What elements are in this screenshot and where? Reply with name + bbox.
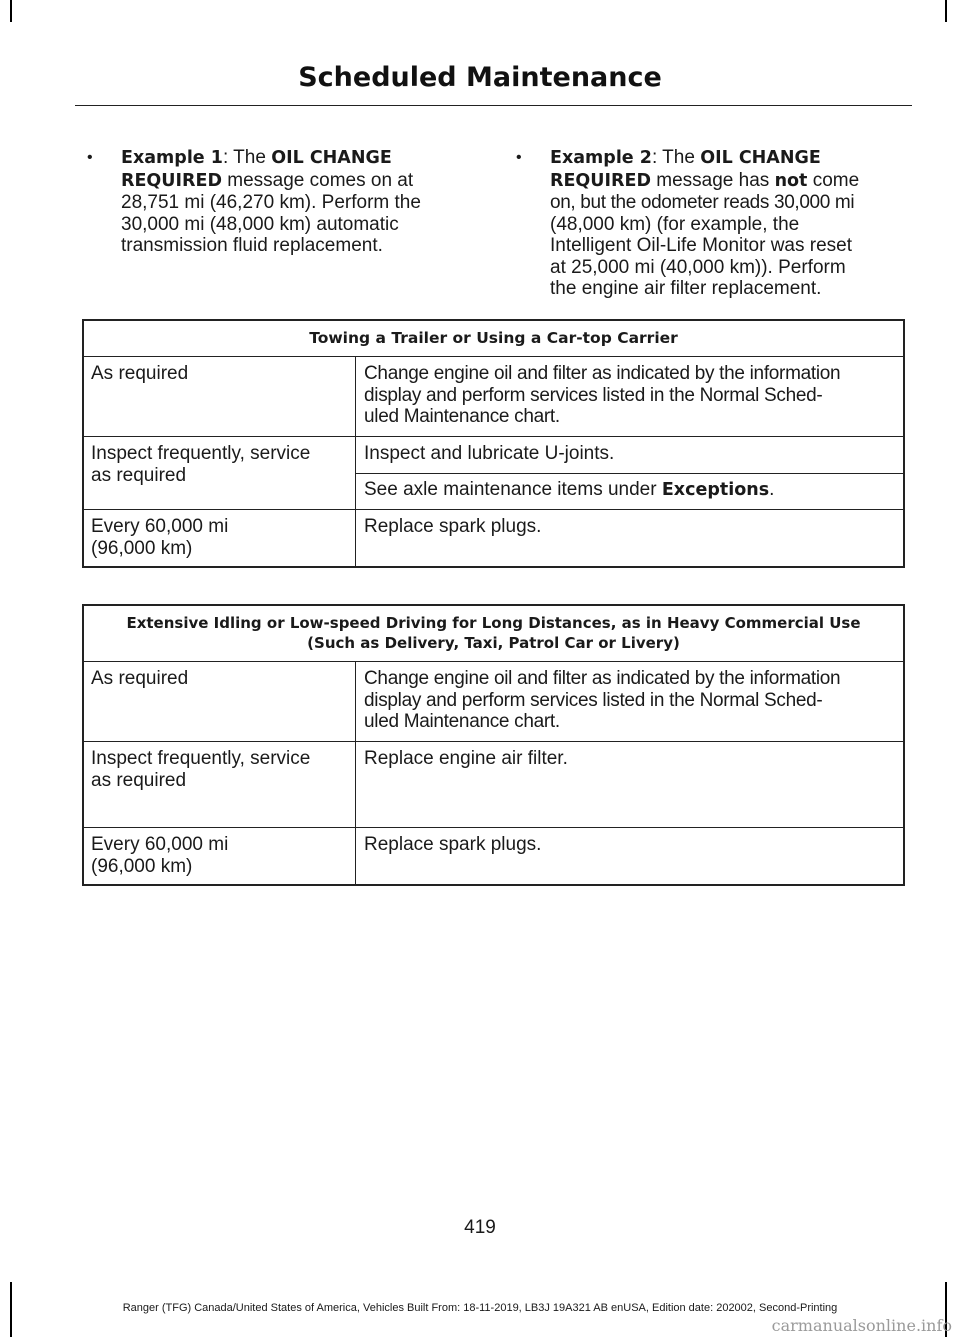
interval-line: Inspect frequently, service [91,748,311,769]
action-line: uled Maintenance chart. [364,406,560,427]
footer-text: Ranger (TFG) Canada/United States of America, Vehicles Built From: 18-11-2019, LB3J 19A321 AB enUSA, Edition date: 202002, Second-Printing [122,1302,838,1314]
example-2-line-6: at 25,000 mi (40,000 km)). Perform [550,256,846,278]
interval-line: (96,000 km) [91,855,193,877]
table-row [84,661,903,741]
table-row [84,436,903,509]
action-cell [356,662,903,741]
example-2-line-5: Intelligent Oil-Life Monitor was reset [550,235,853,256]
table-header: Towing a Trailer or Using a Car-top Carrier [309,329,678,347]
interval-cell [84,437,356,509]
example-1-line-3: 28,751 mi (46,270 km). Perform the [121,192,421,213]
example-1-colon: : The [222,147,272,168]
action-cell: Replace spark plugs. [364,834,542,855]
page-title: Scheduled Maintenance [298,62,662,93]
action-cell [356,473,903,507]
header-divider [75,105,912,106]
action-line: Change engine oil and filter as indicated by the information [364,363,841,384]
table-header-line: (Such as Delivery, Taxi, Patrol Car or Livery) [307,634,680,652]
example-1-line-5: transmission fluid replacement. [121,235,383,256]
example-1-msg-2: REQUIRED [121,170,222,191]
example-1-rest: message comes on at [221,169,414,191]
action-line: uled Maintenance chart. [364,711,560,732]
example-2-rest: message has [650,169,775,191]
table-row [84,356,903,436]
example-2-rest-2: come [807,169,860,191]
action-text: See axle maintenance items under [364,479,662,500]
watermark: carmanualsonline.info [771,1316,952,1335]
example-1-msg: OIL CHANGE [271,148,392,168]
interval-line: Inspect frequently, service [91,443,311,464]
interval-line: as required [91,769,187,791]
example-1-text [121,147,421,257]
example-1-line-4: 30,000 mi (48,000 km) automatic [121,213,399,235]
interval-line: Every 60,000 mi [91,516,229,537]
action-cell: Replace engine air filter. [364,748,568,769]
action-cell: Inspect and lubricate U-joints. [364,443,615,464]
example-2-msg-2: REQUIRED [550,170,651,191]
example-2-not: not [774,170,808,191]
example-2-line-3: on, but the odometer reads 30,000 mi [550,192,855,213]
interval-cell [84,742,356,827]
example-2-label: Example 2 [550,148,652,168]
example-2-line-7: the engine air filter replacement. [550,278,822,299]
table-header [84,606,903,661]
action-line: Change engine oil and filter as indicated by the information [364,668,841,689]
interval-line: (96,000 km) [91,537,193,559]
table-row [84,827,903,884]
example-2-text [550,147,859,300]
interval-line: as required [91,464,187,486]
action-cell: Replace spark plugs. [364,516,542,537]
action-text-end: . [769,479,775,500]
crop-mark-top-right [945,0,947,22]
table-row [84,509,903,566]
exceptions-reference: Exceptions [661,480,770,500]
table-header-line: Extensive Idling or Low-speed Driving for Long Distances, as in Heavy Commercial Use [126,614,861,632]
example-2-colon: : The [651,147,701,168]
example-2-line-4: (48,000 km) (for example, the [550,213,800,235]
page-number: 419 [464,1217,496,1238]
example-2-msg: OIL CHANGE [700,148,821,168]
table-row [84,741,903,827]
towing-table [82,319,905,568]
interval-line: Every 60,000 mi [91,834,229,855]
bullet-dot: • [516,149,522,166]
bullet-dot: • [87,149,93,166]
crop-mark-top-left [10,0,12,22]
interval-cell [84,828,356,884]
action-cell [356,357,903,436]
action-line: display and perform services listed in the Normal Sched- [364,689,823,711]
interval-cell [84,510,356,566]
interval-cell: As required [84,662,356,741]
action-line: display and perform services listed in the Normal Sched- [364,384,823,406]
idling-table [82,604,905,886]
interval-cell: As required [84,357,356,436]
example-1-label: Example 1 [121,148,223,168]
